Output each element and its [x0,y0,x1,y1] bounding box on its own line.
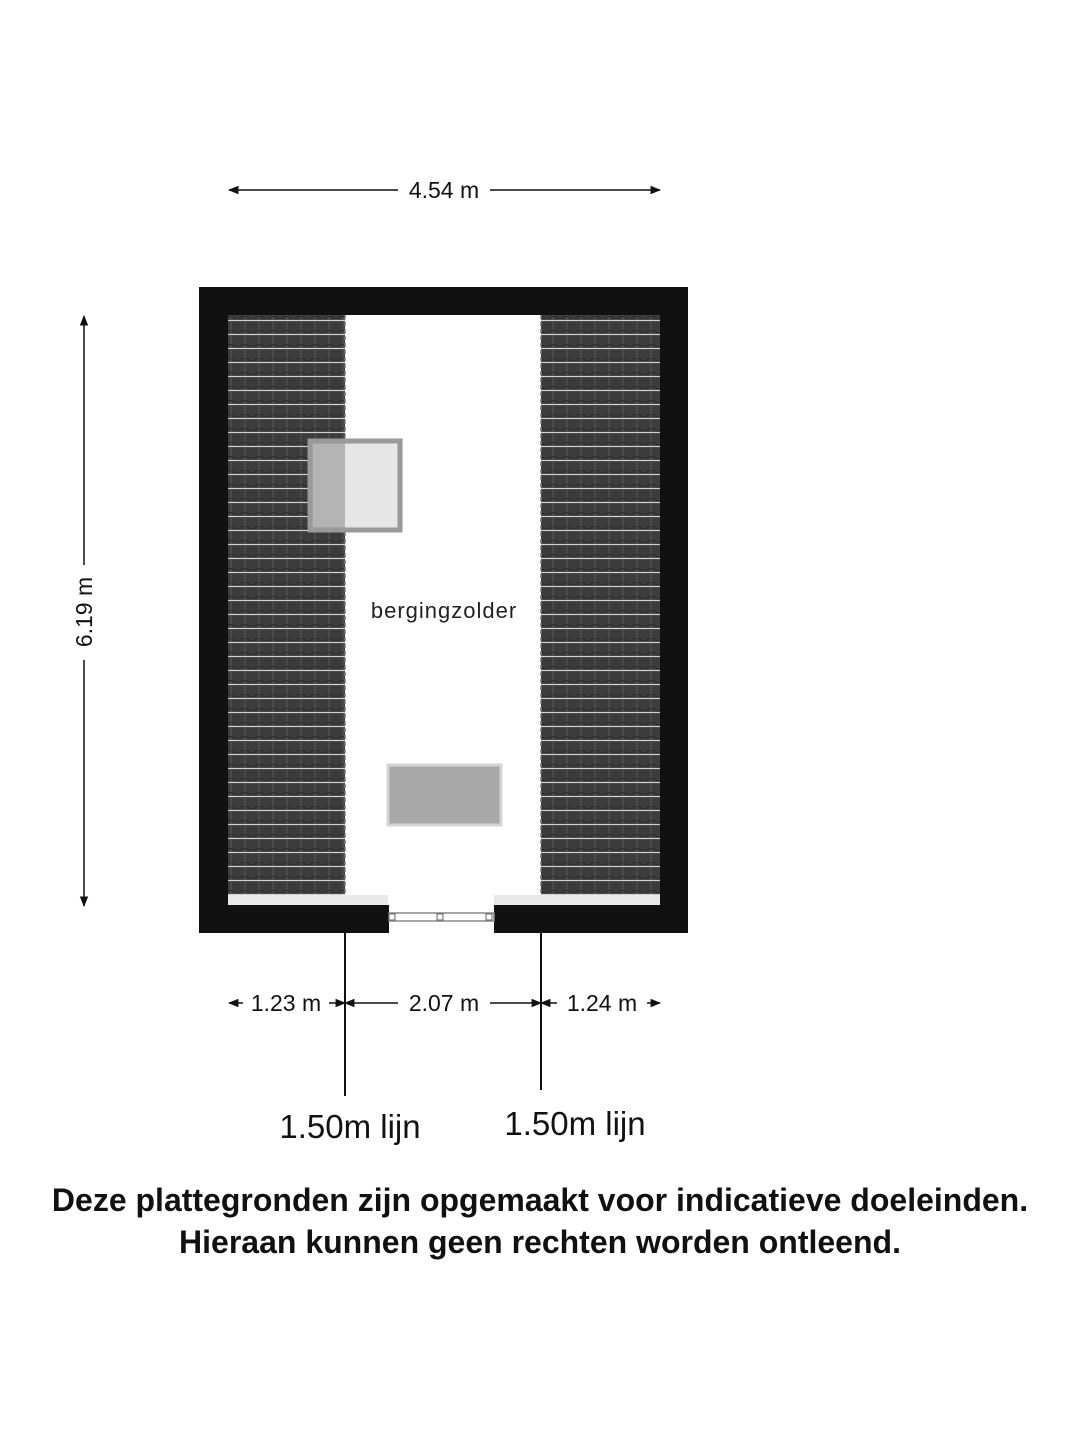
segment-left-label: 1.23 m [250,990,322,1016]
roof-slope-left [228,315,345,895]
disclaimer-line-1: Deze plattegronden zijn opgemaakt voor indicatieve doeleinden. [51,1182,1029,1218]
width-dimension [229,177,660,203]
depth-label: 6.19 m [71,576,97,648]
line-label-left: 1.50m lijn [279,1108,421,1145]
floor-edge [494,895,660,905]
segment-middle-label: 2.07 m [408,990,480,1016]
room-label: bergingzolder [370,598,518,623]
depth-dimension [71,316,97,906]
disclaimer-line-2: Hieraan kunnen geen rechten worden ontleend. [179,1224,901,1260]
window-opening [389,913,494,921]
line-label-right: 1.50m lijn [504,1105,646,1142]
skylight-icon [310,441,400,530]
width-label: 4.54 m [408,177,480,203]
segment-right-label: 1.24 m [566,990,638,1016]
attic-hatch-icon [388,765,501,825]
roof-slope-right [541,315,660,895]
floor-edge [228,895,388,905]
segment-dimensions [229,990,660,1016]
